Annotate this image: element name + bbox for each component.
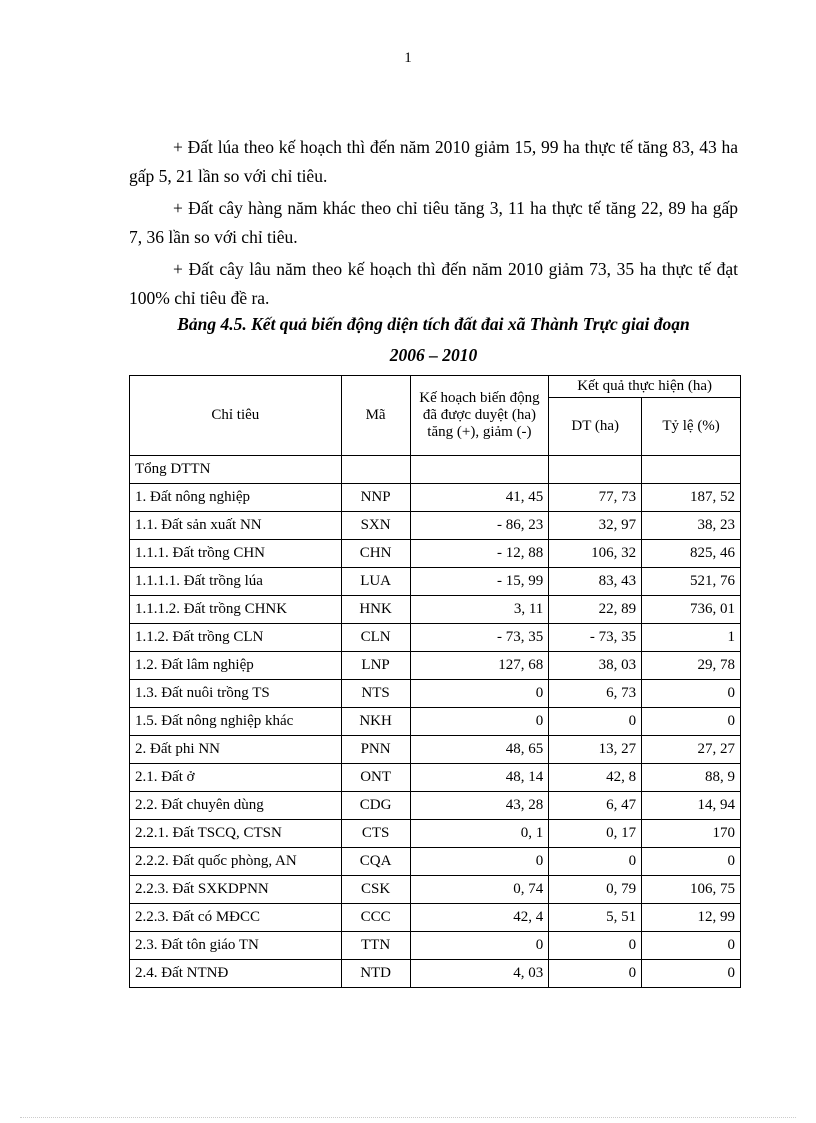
row-code-cell: HNK xyxy=(341,596,410,624)
row-area-cell: 0, 17 xyxy=(549,820,642,848)
table-row xyxy=(130,820,741,848)
table-row xyxy=(130,932,741,960)
row-code-cell: NKH xyxy=(341,708,410,736)
row-plan-cell: 0, 74 xyxy=(410,876,549,904)
row-code-cell: TTN xyxy=(341,932,410,960)
header-area: DT (ha) xyxy=(549,398,642,456)
row-indicator-cell: 1.2. Đất lâm nghiệp xyxy=(130,652,342,680)
row-area-cell: 106, 32 xyxy=(549,540,642,568)
row-code-cell: CDG xyxy=(341,792,410,820)
row-code-cell: SXN xyxy=(341,512,410,540)
page-number: 1 xyxy=(404,50,412,66)
row-area-cell: 6, 73 xyxy=(549,680,642,708)
row-indicator-cell: 1.1.1.2. Đất trồng CHNK xyxy=(130,596,342,624)
row-area-cell: 13, 27 xyxy=(549,736,642,764)
row-plan-cell: 127, 68 xyxy=(410,652,549,680)
row-indicator-cell: 2. Đất phi NN xyxy=(130,736,342,764)
row-plan-cell: 3, 11 xyxy=(410,596,549,624)
table-row xyxy=(130,540,741,568)
table-row xyxy=(130,848,741,876)
row-code-cell: CLN xyxy=(341,624,410,652)
row-indicator-cell: 2.1. Đất ở xyxy=(130,764,342,792)
row-area-cell: 22, 89 xyxy=(549,596,642,624)
table-row xyxy=(130,456,741,484)
row-indicator-cell: 2.2.3. Đất SXKDPNN xyxy=(130,876,342,904)
row-code-cell: CQA xyxy=(341,848,410,876)
table-row xyxy=(130,512,741,540)
row-code-cell: NTS xyxy=(341,680,410,708)
row-plan-cell: - 86, 23 xyxy=(410,512,549,540)
header-ratio: Tỷ lệ (%) xyxy=(642,398,741,456)
table-row xyxy=(130,708,741,736)
row-ratio-cell: 29, 78 xyxy=(642,652,741,680)
row-code-cell: LNP xyxy=(341,652,410,680)
row-ratio-cell: 12, 99 xyxy=(642,904,741,932)
row-area-cell: 6, 47 xyxy=(549,792,642,820)
row-plan-cell: 0, 1 xyxy=(410,820,549,848)
paragraph-rice-land: + Đất lúa theo kế hoạch thì đến năm 2010 giảm 15, 99 ha thực tế tăng 83, 43 ha gấp 5, 21 lần so với chỉ tiêu. xyxy=(129,137,738,186)
row-ratio-cell: 0 xyxy=(642,680,741,708)
paragraph-perennial-crops: + Đất cây lâu năm theo kế hoạch thì đến năm 2010 giảm 73, 35 ha thực tế đạt 100% chỉ tiêu đề ra. xyxy=(129,259,738,308)
row-area-cell: 0 xyxy=(549,848,642,876)
row-plan-cell: - 15, 99 xyxy=(410,568,549,596)
row-area-cell: 77, 73 xyxy=(549,484,642,512)
row-area-cell xyxy=(549,456,642,484)
row-ratio-cell: 170 xyxy=(642,820,741,848)
row-area-cell: 0, 79 xyxy=(549,876,642,904)
header-indicator: Chỉ tiêu xyxy=(130,376,342,456)
row-code-cell: CSK xyxy=(341,876,410,904)
row-ratio-cell: 38, 23 xyxy=(642,512,741,540)
row-indicator-cell: 2.3. Đất tôn giáo TN xyxy=(130,932,342,960)
row-code-cell: CHN xyxy=(341,540,410,568)
row-plan-cell: 43, 28 xyxy=(410,792,549,820)
row-indicator-cell: 1.5. Đất nông nghiệp khác xyxy=(130,708,342,736)
table-row xyxy=(130,596,741,624)
row-code-cell: LUA xyxy=(341,568,410,596)
row-ratio-cell: 0 xyxy=(642,960,741,988)
table-row xyxy=(130,484,741,512)
table-caption-period: 2006 – 2010 xyxy=(389,345,478,365)
row-indicator-cell: 1.1. Đất sản xuất NN xyxy=(130,512,342,540)
row-ratio-cell: 521, 76 xyxy=(642,568,741,596)
table-row xyxy=(130,568,741,596)
row-area-cell: 42, 8 xyxy=(549,764,642,792)
row-ratio-cell: 0 xyxy=(642,932,741,960)
row-ratio-cell: 88, 9 xyxy=(642,764,741,792)
table-row xyxy=(130,736,741,764)
row-indicator-cell: 2.2. Đất chuyên dùng xyxy=(130,792,342,820)
row-area-cell: 83, 43 xyxy=(549,568,642,596)
row-area-cell: - 73, 35 xyxy=(549,624,642,652)
row-indicator-cell: 2.2.3. Đất có MĐCC xyxy=(130,904,342,932)
row-plan-cell xyxy=(410,456,549,484)
table-row xyxy=(130,764,741,792)
row-ratio-cell: 106, 75 xyxy=(642,876,741,904)
table-caption: Bảng 4.5. Kết quả biến động diện tích đất đai xã Thành Trực giai đoạn xyxy=(177,314,690,334)
table-row xyxy=(130,652,741,680)
row-ratio-cell: 0 xyxy=(642,848,741,876)
row-area-cell: 0 xyxy=(549,708,642,736)
row-area-cell: 0 xyxy=(549,932,642,960)
row-plan-cell: 0 xyxy=(410,848,549,876)
row-area-cell: 38, 03 xyxy=(549,652,642,680)
header-code: Mã xyxy=(341,376,410,456)
table-row xyxy=(130,904,741,932)
row-ratio-cell: 825, 46 xyxy=(642,540,741,568)
table-row xyxy=(130,792,741,820)
land-change-table xyxy=(129,375,741,988)
row-ratio-cell: 736, 01 xyxy=(642,596,741,624)
row-indicator-cell: Tổng DTTN xyxy=(130,456,342,484)
header-plan: Kế hoạch biến động đã được duyệt (ha) tăng (+), giảm (-) xyxy=(410,376,549,456)
row-indicator-cell: 2.2.1. Đất TSCQ, CTSN xyxy=(130,820,342,848)
row-ratio-cell: 14, 94 xyxy=(642,792,741,820)
row-plan-cell: - 12, 88 xyxy=(410,540,549,568)
row-area-cell: 5, 51 xyxy=(549,904,642,932)
header-result-group: Kết quả thực hiện (ha) xyxy=(549,376,741,398)
row-plan-cell: 0 xyxy=(410,932,549,960)
table-row xyxy=(130,624,741,652)
row-indicator-cell: 2.4. Đất NTNĐ xyxy=(130,960,342,988)
row-plan-cell: - 73, 35 xyxy=(410,624,549,652)
row-code-cell: NTD xyxy=(341,960,410,988)
row-plan-cell: 42, 4 xyxy=(410,904,549,932)
row-ratio-cell xyxy=(642,456,741,484)
row-ratio-cell: 187, 52 xyxy=(642,484,741,512)
row-indicator-cell: 2.2.2. Đất quốc phòng, AN xyxy=(130,848,342,876)
row-plan-cell: 0 xyxy=(410,680,549,708)
row-code-cell: CTS xyxy=(341,820,410,848)
row-code-cell: ONT xyxy=(341,764,410,792)
row-plan-cell: 48, 14 xyxy=(410,764,549,792)
row-code-cell: CCC xyxy=(341,904,410,932)
row-ratio-cell: 1 xyxy=(642,624,741,652)
row-indicator-cell: 1. Đất nông nghiệp xyxy=(130,484,342,512)
row-ratio-cell: 27, 27 xyxy=(642,736,741,764)
row-indicator-cell: 1.1.1.1. Đất trồng lúa xyxy=(130,568,342,596)
row-indicator-cell: 1.1.2. Đất trồng CLN xyxy=(130,624,342,652)
table-row xyxy=(130,876,741,904)
page-bottom-divider xyxy=(20,1117,796,1118)
table-row xyxy=(130,680,741,708)
row-code-cell xyxy=(341,456,410,484)
table-body xyxy=(130,456,741,988)
row-plan-cell: 48, 65 xyxy=(410,736,549,764)
row-plan-cell: 0 xyxy=(410,708,549,736)
row-code-cell: PNN xyxy=(341,736,410,764)
row-plan-cell: 4, 03 xyxy=(410,960,549,988)
row-plan-cell: 41, 45 xyxy=(410,484,549,512)
paragraph-annual-crops: + Đất cây hàng năm khác theo chỉ tiêu tăng 3, 11 ha thực tế tăng 22, 89 ha gấp 7, 36 lần so với chỉ tiêu. xyxy=(129,198,738,247)
row-ratio-cell: 0 xyxy=(642,708,741,736)
row-area-cell: 0 xyxy=(549,960,642,988)
row-code-cell: NNP xyxy=(341,484,410,512)
row-indicator-cell: 1.1.1. Đất trồng CHN xyxy=(130,540,342,568)
table-row xyxy=(130,960,741,988)
row-area-cell: 32, 97 xyxy=(549,512,642,540)
row-indicator-cell: 1.3. Đất nuôi trồng TS xyxy=(130,680,342,708)
